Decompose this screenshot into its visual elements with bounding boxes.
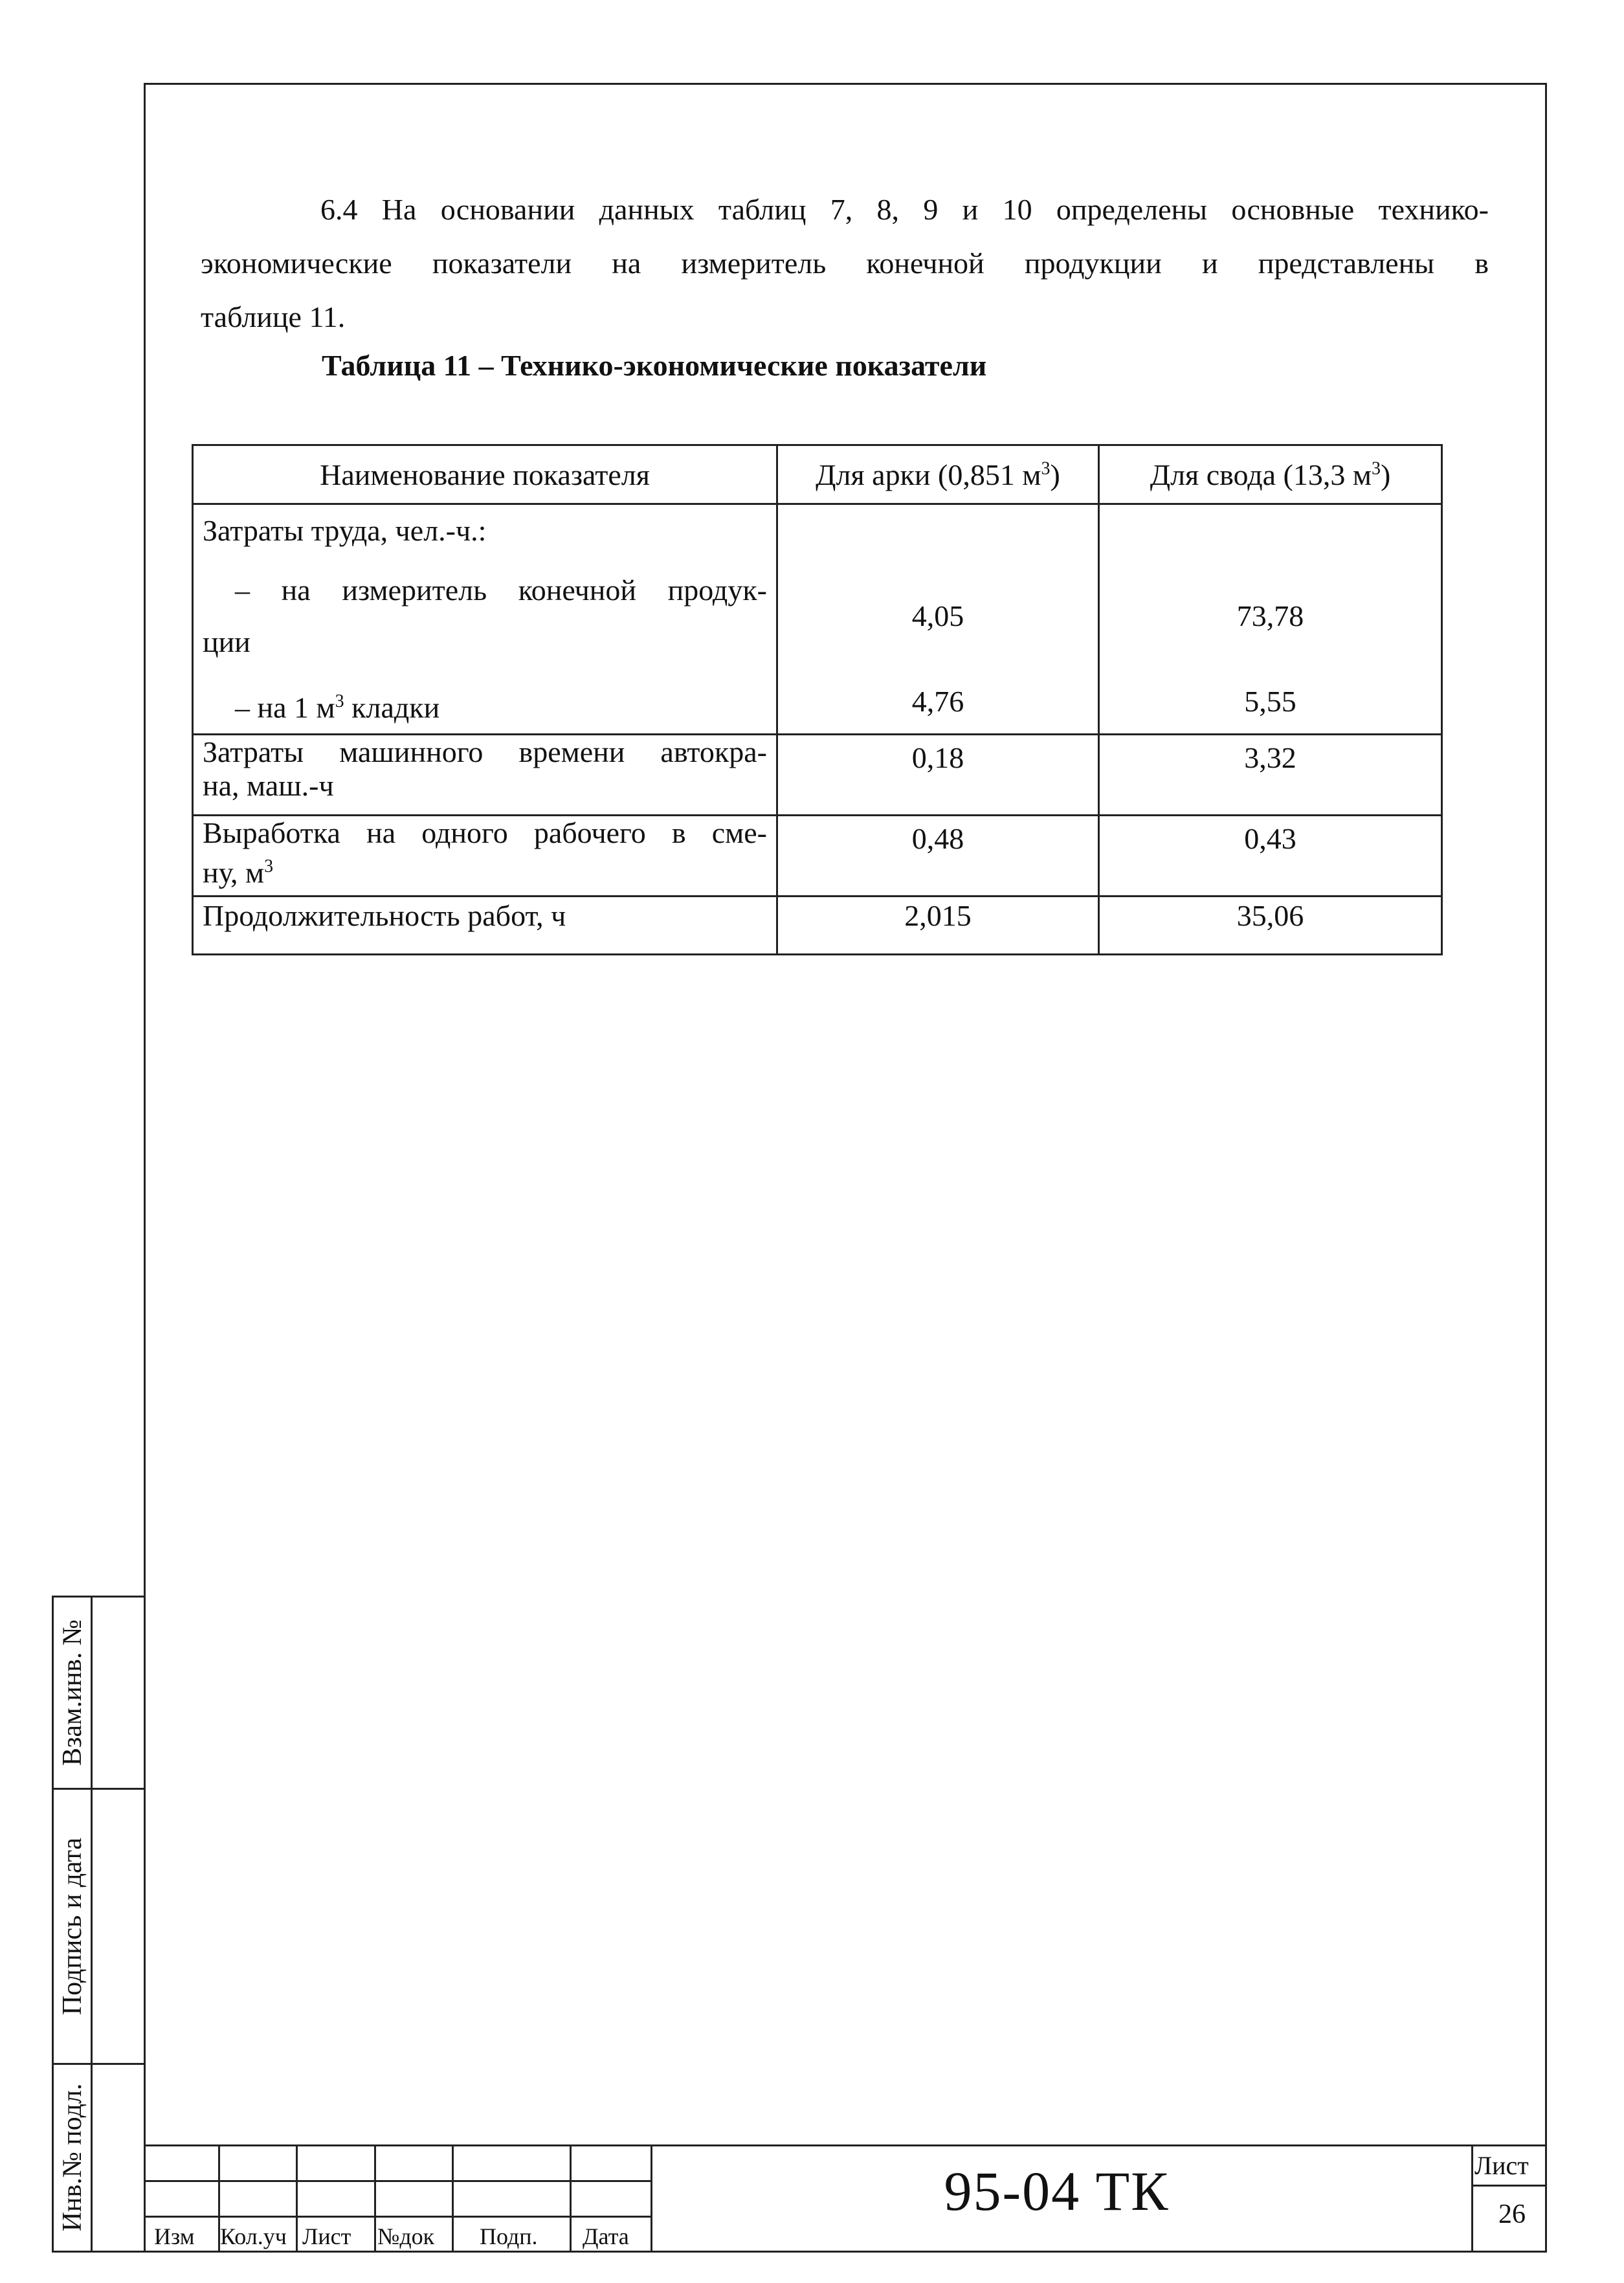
output-arch-value: 0,48 <box>777 816 1099 896</box>
sheet-label: Лист <box>1474 2151 1529 2180</box>
output-label-line2: ну, $м^3$ <box>203 856 274 889</box>
stamp-col-data: Дата <box>583 2223 629 2249</box>
label-signature-date: Подпись и дата <box>58 1837 87 2016</box>
output-label-cell <box>193 816 777 896</box>
stamp-vline-3 <box>374 2144 376 2253</box>
machine-vault-value: 3,32 <box>1099 735 1442 816</box>
output-vault-value: 0,43 <box>1099 816 1442 896</box>
stamp-col-podp: Подп. <box>480 2223 538 2249</box>
strip-divider <box>91 1596 93 2253</box>
table-row-duration <box>193 896 1442 955</box>
document-code: 95-04 ТК <box>944 2160 1170 2222</box>
page-frame <box>144 83 1547 2253</box>
stamp-vline-2 <box>296 2144 298 2253</box>
paragraph-line-2: экономические показатели на измеритель конечной продукции и представлены в <box>201 247 1489 280</box>
sheet-number: 26 <box>1498 2199 1526 2229</box>
paragraph-line-3: таблице 11. <box>201 300 346 333</box>
indicators-table <box>192 444 1443 955</box>
labor-vault-value-1: 73,78 <box>1236 599 1304 632</box>
stamp-col-izm: Изм <box>154 2223 195 2249</box>
labor-arch-value-2: 4,76 <box>911 685 964 718</box>
machine-label-line2: на, маш.-ч <box>203 769 334 803</box>
labor-sub1-line2: ции <box>203 625 250 658</box>
label-replace-inv: Взам.инв. № <box>58 1619 87 1766</box>
table-row-labor <box>193 504 1442 735</box>
labor-vault-value-2: 5,55 <box>1244 685 1296 718</box>
labor-sub1-line1: – на измеритель конечной продук- <box>235 574 767 607</box>
stamp-hline-sheet <box>1471 2185 1547 2187</box>
stamp-vline-sheet <box>1471 2144 1473 2253</box>
duration-label: Продолжительность работ, ч <box>193 896 777 955</box>
labor-vault-cell <box>1099 504 1442 735</box>
machine-label-line1: Затраты машинного времени автокра- <box>203 735 767 769</box>
stamp-col-kol: Кол.уч <box>220 2223 287 2249</box>
paragraph-line-1: 6.4 На основании данных таблиц 7, 8, 9 и 10 определены основные технико- <box>320 193 1489 226</box>
table-caption: Таблица 11 – Технико-экономические показатели <box>322 349 987 382</box>
table-row-machine <box>193 735 1442 816</box>
intro-paragraph <box>201 183 1489 344</box>
duration-arch-value: 2,015 <box>777 896 1099 955</box>
output-label-line1: Выработка на одного рабочего в сме- <box>203 816 767 850</box>
machine-arch-value: 0,18 <box>777 735 1099 816</box>
labor-sub2: – на 1 $м^3$ кладки <box>235 691 440 724</box>
label-inventory-original: Инв.№ подл. <box>58 2083 87 2232</box>
labor-arch-cell <box>777 504 1099 735</box>
table-header-row <box>193 445 1442 504</box>
header-vault: Для свода (13,3 $м^3$) <box>1099 445 1442 504</box>
table-row-output <box>193 816 1442 896</box>
header-indicator-name: Наименование показателя <box>193 445 777 504</box>
stamp-vline-4 <box>452 2144 454 2253</box>
header-arch: Для арки (0,851 $м^3$) <box>777 445 1099 504</box>
machine-label-cell <box>193 735 777 816</box>
labor-label-cell <box>193 504 777 735</box>
stamp-vline-5 <box>570 2144 572 2253</box>
stamp-col-ndok: №док <box>377 2223 435 2249</box>
labor-title: Затраты труда, чел.-ч.: <box>203 514 487 547</box>
labor-arch-value-1: 4,05 <box>911 599 964 632</box>
duration-vault-value: 35,06 <box>1099 896 1442 955</box>
stamp-col-list: Лист <box>302 2223 351 2249</box>
